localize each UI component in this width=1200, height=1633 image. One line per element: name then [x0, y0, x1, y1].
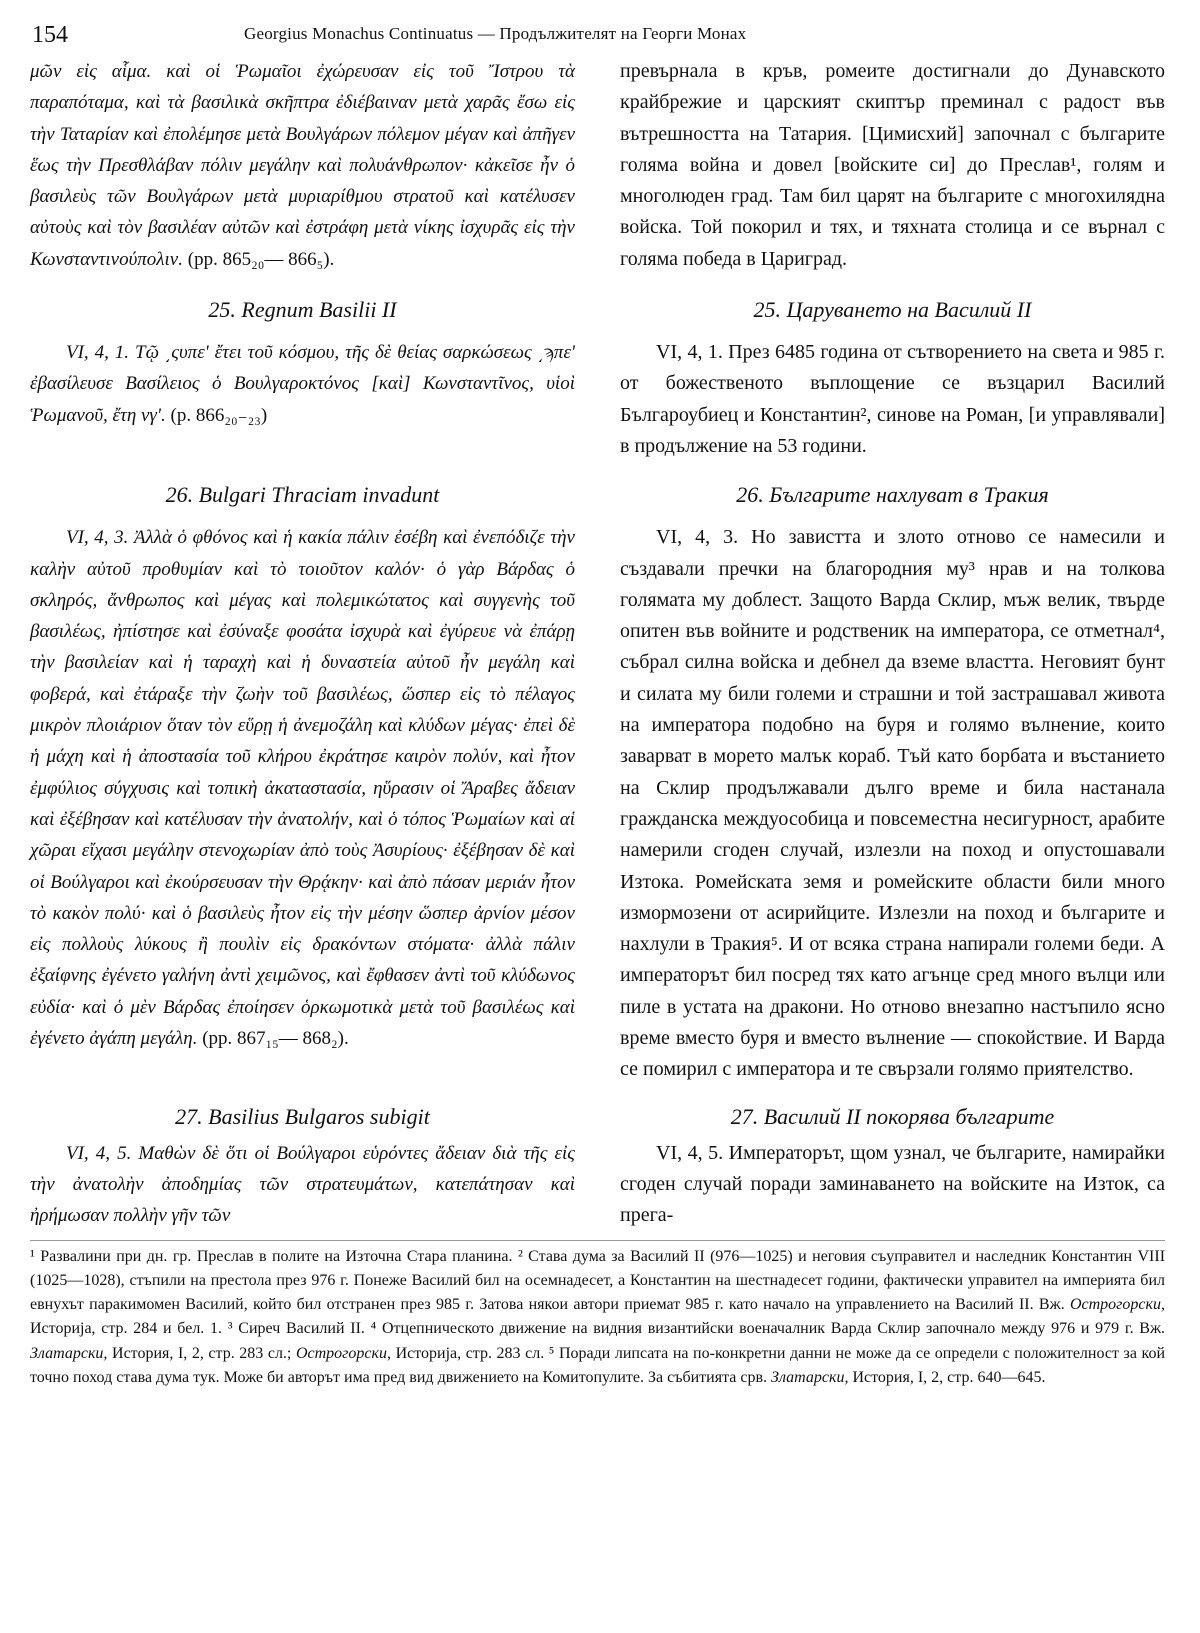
bulgarian-column [620, 1138, 1165, 1232]
section-heading-bulgarian: 25. Царуването на Василий II [753, 297, 1032, 323]
greek-text: VI, 4, 5. Μαθὼν δὲ ὅτι οἱ Βούλγαροι εὑρόντες ἄδειαν διὰ τῆς εἰς τὴν ἀνατολὴν ἀποδημίας τῶν στρατευμάτων, κατεπάτησαν καὶ ἠρήμωσαν πολλὴν γῆν τῶν [30, 1142, 575, 1227]
footnote-text: ⁴ Отцепническото движение на видния византийски военачалник Варда Склир започнало между 976 и 979 г. Вж. [370, 1320, 1166, 1338]
section-heading-row [30, 1102, 1165, 1132]
greek-reference: (pp. 865₂₀— 866₅). [187, 248, 335, 270]
greek-column [30, 337, 575, 431]
greek-text: VI, 4, 1. Τῷ ͵ςυπε' ἔτει τοῦ κόσμου, τῆς δὲ θείας σαρκώσεως ͵ϡπε' ἐβασίλευσε Βασίλειος ὁ Βουλγαροκτόνος [καὶ] Κωνσταντῖνος, υἱοὶ Ῥωμανοῦ, ἔτη νγ'. [30, 342, 575, 426]
greek-text: VI, 4, 3. Ἀλλὰ ὁ φθόνος καὶ ἡ κακία πάλιν ἐσέβη καὶ ἐνεπόδιζε τὴν καλὴν αὐτοῦ προθυμίαν καὶ τὸ τοιοῦτον καλόν· ὁ γὰρ Βάρδας ὁ σκληρός, ἄνθρωπος καὶ μέγας καὶ πολεμικώτατος καὶ συγγενὴς τοῦ βασιλέως, ἠπίστησε καὶ ἐσύναξε φοσάτα ἰσχυρὰ καὶ ἐγύρευε νὰ ἐπάρῃ τὴν βασιλείαν καὶ ἡ ταραχὴ καὶ ἡ δυναστεία αὐτοῦ ἦν μεγάλη καὶ φοβερά, καὶ ἐτάραξε τὴν ζωὴν τοῦ βασιλέως, ὥσπερ εἰς τὸ πέλαγος μικρὸν πλοιάριον ὅταν τὸν εὕρῃ ἡ ἀνεμοζάλη καὶ κλύδων μέγας· ἐπεὶ δὲ ἡ μάχη καὶ ἡ ἀποστασία τοῦ κλήρου ἐκράτησε καιρὸν πολύν, καὶ ἦτον ἐμφύλιος σύγχυσις καὶ τοπικὴ ἀκαταστασία, ηὕρασιν οἱ Ἄραβες ἄδειαν καὶ ἐξέβησαν καὶ κατέλυσαν τὴν ἀνατολήν, καὶ ὁ τόπος Ῥωμαίων καὶ αἱ χῶραι εἴχασι μεγάλην στενοχωρίαν ἀπὸ τοὺς Ἀσυρίους· ἐξέβησαν δὲ καὶ οἱ Βούλγαροι καὶ ἐκούρσευσαν τὴν Θρᾴκην· καὶ ἀπὸ πάσαν μεριάν ἦτον τὸ κακὸν πολύ· καὶ ὁ βασιλεὺς ἦτον εἰς τὴν μέσην ὥσπερ ἀρνίον μέσον εἰς πολλοὺς λύκους ἢ πουλὶν εἰς δρακόντων στόματα· ἀλλὰ πάλιν ἐξαίφνης ἐγένετο γαλήνη ἀντὶ χειμῶνος, καὶ ἔφθασεν ἀντὶ τοῦ κλύδωνος εὐδία· καὶ ὁ μὲν Βάρδας ἐποίησεν ὁρκωμοτικὰ μετὰ τοῦ βασιλέως καὶ ἐγένετο ἀγάπη μεγάλη. [30, 527, 575, 1050]
greek-column [30, 522, 575, 1054]
greek-reference: (p. 866₂₀₋₂₃) [170, 404, 268, 426]
footnote-text: ³ Сиреч Василий II. [227, 1320, 365, 1338]
footnote-text: ¹ Развалини при дн. гр. Преслав в полите на Източна Стара планина. [30, 1247, 513, 1265]
page-header [30, 14, 1165, 50]
page-number: 154 [32, 22, 68, 48]
footnote-text: Златарски, [771, 1368, 849, 1386]
footnote-text: История, I, 2, стр. 640—645. [852, 1368, 1046, 1386]
section-body [30, 522, 1165, 1085]
bulgarian-text: VI, 4, 5. Императорът, щом узнал, че българите, намирайки сгоден случай поради заминаването на войските на Изток, са прега- [620, 1141, 1165, 1227]
bulgarian-text: превърнала в кръв, ромеите достигнали до Дунавското крайбрежие и царският скиптър преминал с радост във вътрешността на Татария. [Цимисхий] започнал с българите голяма война и довел [войските си] до Преслав¹, голям и многолюден град. Там бил царят на българите с многохилядна войска. Той покорил и тях, и тяхната столица и се върнал с голяма победа в Цариград. [620, 60, 1165, 270]
footnote-text: Историја, стр. 284 и бел. 1. [30, 1320, 223, 1338]
bulgarian-column [620, 56, 1165, 275]
greek-reference: (pp. 867₁₅— 868₂). [202, 1028, 349, 1050]
footnotes [30, 1240, 1165, 1391]
page [30, 14, 1165, 1390]
section-heading-latin: 25. Regnum Basilii II [208, 297, 397, 323]
footnote-text: Острогорски, [1069, 1296, 1166, 1314]
section-heading-row [30, 295, 1165, 325]
section-heading-bulgarian: 26. Българите нахлуват в Тракия [736, 482, 1049, 508]
footnote-text: ⁵ Поради липсата на по-конкретни данни не може да се определи с положителност за кой точно поход става дума тук. Може би авторът има пред вид движението на Комитопулите. За събитията срв. [30, 1344, 1166, 1386]
section-heading-bulgarian: 27. Василий II покорява българите [730, 1103, 1055, 1129]
section-body [30, 1138, 1165, 1232]
bulgarian-text: VI, 4, 1. През 6485 година от сътворението на света и 985 г. от божественото въплощение се възцарил Василий Българоубиец и Константин², синове на Роман, [и управлявали] в продължение на 53 години. [620, 341, 1165, 457]
section-heading-latin: 26. Bulgari Thraciam invadunt [165, 482, 440, 508]
section-heading-row [30, 480, 1165, 510]
bulgarian-text: VI, 4, 3. Но завистта и злото отново се намесили и създавали пречки на благородния му³ нрав и на толкова голямата му доблест. Защото Варда Склир, мъж велик, твърде опитен във войните и родственик на императора, се отметнал⁴, събрал силна войска и дебнел да вземе властта. Неговият бунт и силата му били големи и страшни и той застрашавал живота на императора подобно на буря и голямо вълнение, които заварват в морето малък кораб. Тъй като борбата и въстанието на Склир продължавали дълго време и била настанала гражданска междуособица и повсеместна несигурност, арабите намерили сгоден случай, излезли на поход и опустошавали Изтока. Ромейската земя и ромейските области били много измормозени от асирийците. Излезли на поход и българите и нахлули в Тракия⁵. И от всяка страна напирали големи беди. А императорът бил посред тях като агънце сред много вълци или пиле в устата на дракони. Но отново внезапно настъпило ясно време вместо буря и вместо вълнение — спокойствие. И Варда се помирил с императора и те свързали голямо приятелство. [620, 526, 1165, 1081]
section-body [30, 337, 1165, 462]
bulgarian-column [620, 522, 1165, 1085]
footnote-text: Златарски, [30, 1344, 108, 1362]
footnote-text: Историја, стр. 283 сл. [395, 1344, 545, 1362]
footnote-text: ² Става дума за Василий II (976—1025) и неговия съуправител и наследник Константин VIII (1025—1028), стъпили на престола през 976 г. Понеже Василий бил на осемнадесет, а Константин на шестнадесет години, фактически управител на империята бил евнухът паракимомен Василий, който бил отстранен през 985 г. Затова някои автори приемат 985 г. като начало на управлението на Василий II. Вж. [30, 1247, 1166, 1314]
greek-column [30, 56, 575, 275]
intro-section [30, 56, 1165, 275]
running-head: Georgius Monachus Continuatus — Продължителят на Георги Монах [244, 24, 747, 43]
greek-text: μῶν εἰς αἷμα. καὶ οἱ Ῥωμαῖοι ἐχώρευσαν εἰς τοῦ Ἴστρου τὰ παραπόταμα, καὶ τὰ βασιλικὰ σκῆπτρα ἐδιέβαιναν μετὰ χαρᾶς ἔσω εἰς τὴν Ταταρίαν καὶ ἐπολέμησε μετὰ Βουλγάρων πόλεμον μέγαν καὶ ἀπῆγεν ἕως τὴν Πρεσθλάβαν πόλιν μεγάλην καὶ πολυάνθρωπον· κἀκεῖσε ἦν ὁ βασιλεὺς τῶν Βουλγάρων μετὰ μυριαρίθμου στρατοῦ καὶ κατέλυσεν αὐτοὺς καὶ τὸν βασιλέαν αὐτῶν καὶ ἐστράφη μετὰ νίκης ἰσχυρᾶς εἰς τὴν Κωνσταντινούπολιν. [30, 61, 575, 270]
greek-column [30, 1138, 575, 1232]
footnote-text: История, I, 2, стр. 283 сл.; [112, 1344, 292, 1362]
footnote-text: Острогорски, [295, 1344, 391, 1362]
section-heading-latin: 27. Basilius Bulgaros subigit [175, 1103, 430, 1129]
bulgarian-column [620, 337, 1165, 462]
